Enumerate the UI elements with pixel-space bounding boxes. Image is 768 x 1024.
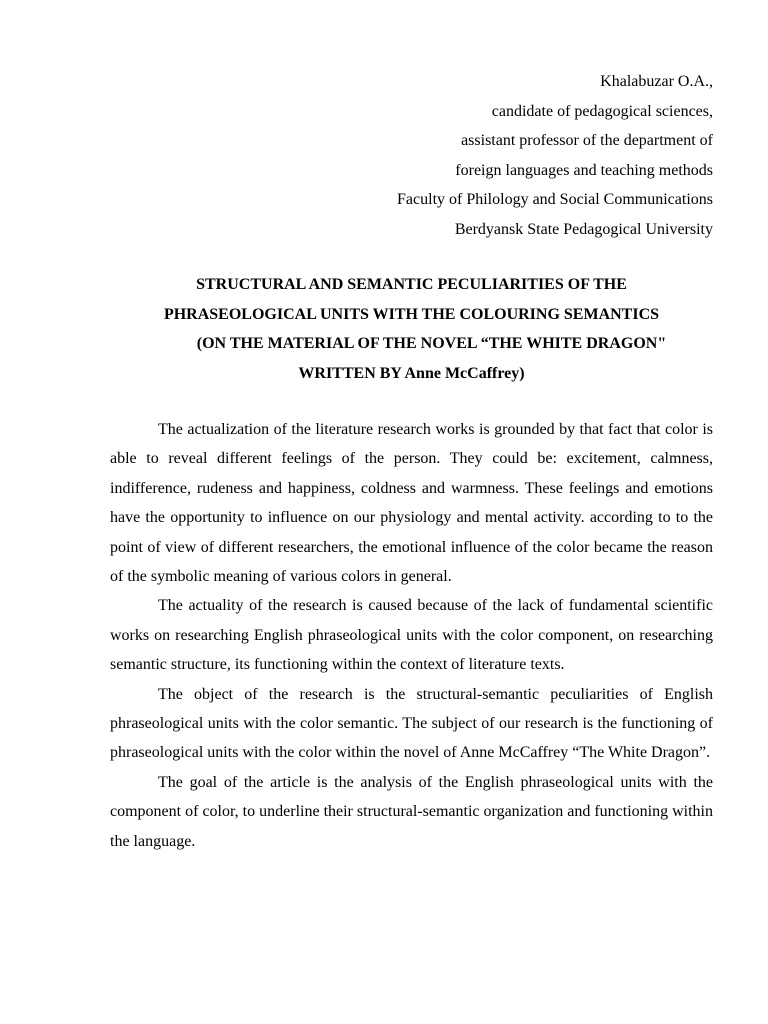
author-degree: candidate of pedagogical sciences, <box>491 102 713 120</box>
author-affiliation-block <box>397 67 713 245</box>
title-line-1: STRUCTURAL AND SEMANTIC PECULIARITIES OF THE <box>196 276 627 293</box>
title-line-2: PHRASEOLOGICAL UNITS WITH THE COLOURING SEMANTICS <box>163 305 660 323</box>
author-position: assistant professor of the department of <box>461 132 713 150</box>
article-title <box>110 270 713 388</box>
paragraph-goal: The goal of the article is the analysis of the English phraseological units with the component of color, to underline their structural-semantic organization and functioning within the language. <box>110 773 713 850</box>
author-department: foreign languages and teaching methods <box>455 161 713 179</box>
author-name: Khalabuzar O.A., <box>600 73 713 90</box>
author-faculty: Faculty of Philology and Social Communications <box>397 191 713 209</box>
paragraph-actualization: The actualization of the literature research works is grounded by that fact that color is able to reveal different feelings of the person. They could be: excitement, calmness, indifference, rudeness and happiness, coldness and warmness. These feelings and emotions have the opportunity to influence on our physiology and mental activity. according to to the point of view of different researchers, the emotional influence of the color became the reason of the symbolic meaning of various colors in general. <box>110 421 713 586</box>
author-university: Berdyansk State Pedagogical University <box>454 220 713 238</box>
paragraph-actuality: The actuality of the research is caused because of the lack of fundamental scientific works on researching English phraseological units with the color component, on researching semantic structure, its functioning within the context of literature texts. <box>110 597 713 674</box>
paragraph-object-subject: The object of the research is the structural-semantic peculiarities of English phraseological units with the color semantic. The subject of our research is the functioning of phraseological units with the color within the novel of Anne McCaffrey “The White Dragon”. <box>110 685 713 762</box>
title-line-4: WRITTEN BY Anne McCaffrey) <box>298 364 525 382</box>
article-body <box>110 415 713 856</box>
title-line-3: (ON THE MATERIAL OF THE NOVEL “THE WHITE DRAGON" <box>196 335 667 353</box>
